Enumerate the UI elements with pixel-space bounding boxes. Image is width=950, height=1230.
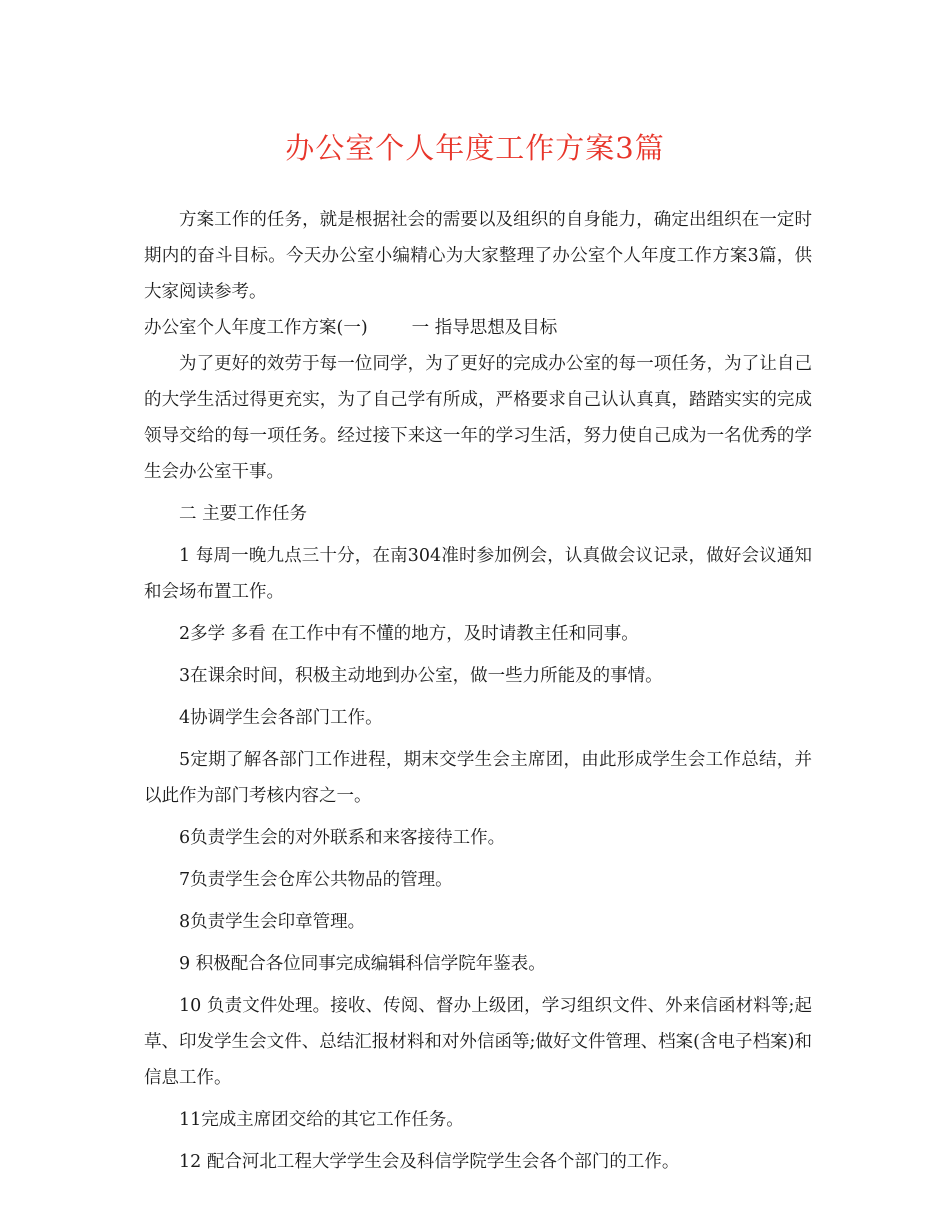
- task-item: 10 负责文件处理。接收、传阅、督办上级团，学习组织文件、外来信函材料等;起草、印发学生会文件、总结汇报材料和对外信函等;做好文件管理、档案(含电子档案)和信息工作。: [144, 996, 812, 1088]
- task-item: 3在课余时间，积极主动地到办公室，做一些力所能及的事情。: [179, 666, 663, 686]
- section-heading: [144, 310, 812, 346]
- task-item: 11完成主席团交给的其它工作任务。: [179, 1110, 464, 1130]
- document-body: [144, 202, 812, 1180]
- task-item: 1 每周一晚九点三十分，在南304准时参加例会，认真做会议记录，做好会议通知和会场布置工作。: [144, 546, 812, 602]
- task-item: 5定期了解各部门工作进程，期末交学生会主席团，由此形成学生会工作总结，并以此作为部门考核内容之一。: [144, 750, 812, 806]
- task-item: 8负责学生会印章管理。: [179, 912, 366, 932]
- intro-paragraph: 方案工作的任务，就是根据社会的需要以及组织的自身能力，确定出组织在一定时期内的奋斗目标。今天办公室小编精心为大家整理了办公室个人年度工作方案3篇，供大家阅读参考。: [144, 210, 812, 302]
- task-item: 6负责学生会的对外联系和来客接待工作。: [179, 828, 506, 848]
- task-item: 9 积极配合各位同事完成编辑科信学院年鉴表。: [179, 954, 546, 974]
- section-subtitle: 一 指导思想及目标: [411, 318, 558, 338]
- guide-paragraph: 为了更好的效劳于每一位同学，为了更好的完成办公室的每一项任务，为了让自己的大学生活过得更充实，为了自己学有所成，严格要求自己认认真真，踏踏实实的完成领导交给的每一项任务。经过接下来这一年的学习生活，努力使自己成为一名优秀的学生会办公室干事。: [144, 354, 812, 482]
- task-item: 7负责学生会仓库公共物品的管理。: [179, 870, 453, 890]
- document-title: 办公室个人年度工作方案3篇: [285, 131, 665, 165]
- task-item: 2多学 多看 在工作中有不懂的地方，及时请教主任和同事。: [179, 624, 639, 644]
- section-title: 办公室个人年度工作方案(一): [144, 318, 368, 338]
- task-item: 4协调学生会各部门工作。: [179, 708, 383, 728]
- task-item: 12 配合河北工程大学学生会及科信学院学生会各个部门的工作。: [179, 1152, 680, 1172]
- main-tasks-heading: 二 主要工作任务: [179, 504, 308, 524]
